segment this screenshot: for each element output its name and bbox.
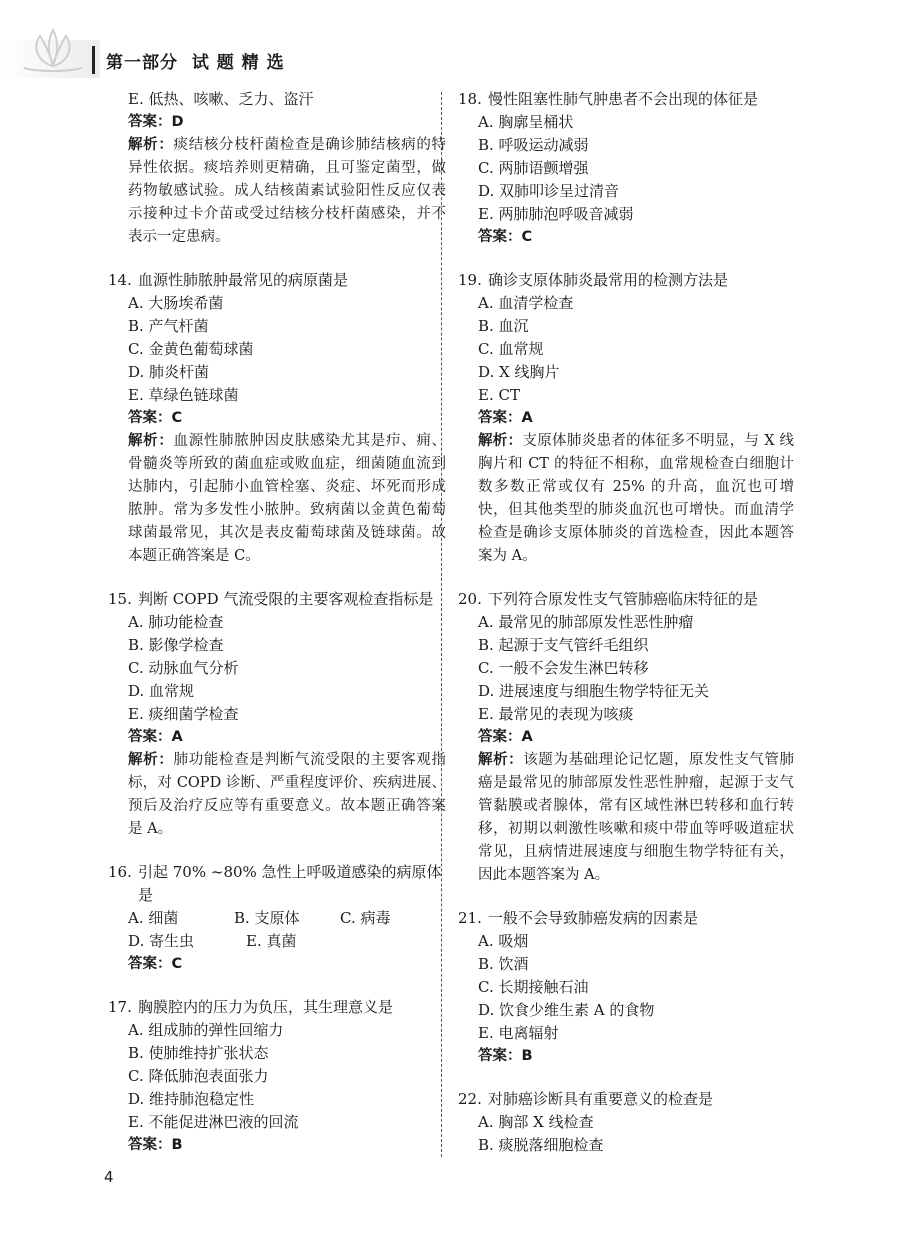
question-stem bbox=[458, 269, 794, 292]
question-21 bbox=[458, 907, 794, 1068]
question-number: 20. bbox=[458, 590, 482, 608]
explanation-label: 解析： bbox=[478, 752, 524, 768]
option-b: B. 血沉 bbox=[478, 317, 529, 335]
explanation bbox=[108, 134, 446, 249]
option-d: D. X 线胸片 bbox=[478, 363, 560, 381]
option-a: A. 细菌 bbox=[128, 909, 179, 927]
option-b: B. 饮酒 bbox=[478, 955, 529, 973]
question-17 bbox=[108, 996, 446, 1157]
explanation-label: 解析： bbox=[478, 433, 523, 449]
option-d: D. 寄生虫 bbox=[128, 932, 195, 950]
option-a: A. 肺功能检查 bbox=[128, 613, 224, 631]
question-number: 14. bbox=[108, 271, 132, 289]
option-a: A. 最常见的肺部原发性恶性肿瘤 bbox=[478, 613, 694, 631]
option-a: A. 大肠埃希菌 bbox=[128, 294, 224, 312]
option-row bbox=[108, 907, 446, 930]
question-text: 慢性阻塞性肺气肿患者不会出现的体征是 bbox=[488, 90, 759, 108]
answer: 答案：B bbox=[128, 1137, 183, 1153]
explanation-text: 肺功能检查是判断气流受限的主要客观指标，对 COPD 诊断、严重程度评价、疾病进展、预后及治疗反应等有重要意义。故本题正确答案是 A。 bbox=[128, 752, 447, 837]
explanation-text: 血源性肺脓肿因皮肤感染尤其是疖、痈、骨髓炎等所致的菌血症或败血症，细菌随血流到达肺内，引起肺小血管栓塞、炎症、坏死而形成脓肿。常为多发性小脓肿。致病菌以金黄色葡萄球菌最常见，其次是表皮葡萄球菌及链球菌。故本题正确答案是 C。 bbox=[128, 433, 447, 564]
option-b: B. 使肺维持扩张状态 bbox=[128, 1044, 269, 1062]
option-b: B. 影像学检查 bbox=[128, 636, 224, 654]
question-19 bbox=[458, 269, 794, 568]
option-e: E. 草绿色链球菌 bbox=[128, 386, 239, 404]
question-text: 对肺癌诊断具有重要意义的检查是 bbox=[488, 1090, 714, 1108]
answer: 答案：C bbox=[128, 956, 183, 972]
explanation bbox=[458, 430, 794, 568]
question-text: 确诊支原体肺炎最常用的检测方法是 bbox=[488, 271, 729, 289]
explanation-label: 解析： bbox=[128, 433, 174, 449]
question-number: 22. bbox=[458, 1090, 482, 1108]
left-column bbox=[108, 88, 446, 1157]
header-rule bbox=[92, 46, 95, 74]
explanation bbox=[108, 749, 446, 841]
option-a: A. 血清学检查 bbox=[478, 294, 574, 312]
option-e: E. 最常见的表现为咳痰 bbox=[478, 705, 634, 723]
option-e: E. 低热、咳嗽、乏力、盗汗 bbox=[128, 90, 314, 108]
question-stem bbox=[458, 588, 794, 611]
question-stem bbox=[108, 588, 446, 611]
question-stem bbox=[108, 269, 446, 292]
question-stem bbox=[108, 861, 446, 907]
answer: 答案：A bbox=[128, 729, 183, 745]
explanation bbox=[108, 430, 446, 568]
question-text: 引起 70% ~80% 急性上呼吸道感染的病原体是 bbox=[138, 863, 442, 904]
option-e: E. 不能促进淋巴液的回流 bbox=[128, 1113, 299, 1131]
option-row bbox=[108, 930, 446, 953]
answer: 答案：B bbox=[478, 1048, 533, 1064]
question-number: 16. bbox=[108, 863, 132, 881]
explanation-label: 解析： bbox=[128, 137, 174, 153]
option-c: C. 降低肺泡表面张力 bbox=[128, 1067, 269, 1085]
option-c: C. 两肺语颤增强 bbox=[478, 159, 589, 177]
explanation bbox=[458, 749, 794, 887]
question-13-continued bbox=[108, 88, 446, 249]
question-stem bbox=[458, 1088, 794, 1111]
option-e: E. 电离辐射 bbox=[478, 1024, 559, 1042]
page-header bbox=[0, 0, 900, 80]
option-c: C. 病毒 bbox=[340, 909, 391, 927]
question-number: 17. bbox=[108, 998, 132, 1016]
question-text: 下列符合原发性支气管肺癌临床特征的是 bbox=[488, 590, 759, 608]
option-d: D. 维持肺泡稳定性 bbox=[128, 1090, 255, 1108]
option-b: B. 支原体 bbox=[234, 909, 300, 927]
question-stem bbox=[458, 907, 794, 930]
question-number: 19. bbox=[458, 271, 482, 289]
option-c: C. 长期接触石油 bbox=[478, 978, 589, 996]
question-number: 21. bbox=[458, 909, 482, 927]
explanation-text: 痰结核分枝杆菌检查是确诊肺结核病的特异性依据。痰培养则更精确，且可鉴定菌型，做药物敏感试验。成人结核菌素试验阳性反应仅表示接种过卡介苗或受过结核分枝杆菌感染，并不表示一定患病。 bbox=[128, 137, 447, 245]
option-b: B. 呼吸运动减弱 bbox=[478, 136, 589, 154]
question-22 bbox=[458, 1088, 794, 1157]
question-number: 18. bbox=[458, 90, 482, 108]
answer: 答案：C bbox=[478, 229, 533, 245]
option-d: D. 肺炎杆菌 bbox=[128, 363, 210, 381]
option-b: B. 起源于支气管纤毛组织 bbox=[478, 636, 649, 654]
option-c: C. 一般不会发生淋巴转移 bbox=[478, 659, 649, 677]
option-b: B. 痰脱落细胞检查 bbox=[478, 1136, 604, 1154]
question-text: 血源性肺脓肿最常见的病原菌是 bbox=[138, 271, 349, 289]
option-a: A. 胸廓呈桶状 bbox=[478, 113, 574, 131]
explanation-text: 支原体肺炎患者的体征多不明显，与 X 线胸片和 CT 的特征不相称，血常规检查白细胞计数多数正常或仅有 25% 的升高，血沉也可增快，但其他类型的肺炎血沉也可增快。而血清学检查是确诊支原体肺炎的首选检查，因此本题答案为 A。 bbox=[478, 433, 794, 564]
answer: 答案：A bbox=[478, 729, 533, 745]
question-stem bbox=[108, 996, 446, 1019]
answer: 答案：C bbox=[128, 410, 183, 426]
section-title: 第一部分 试 题 精 选 bbox=[106, 53, 285, 73]
question-16 bbox=[108, 861, 446, 976]
question-20 bbox=[458, 588, 794, 887]
lotus-logo-icon bbox=[18, 22, 88, 74]
option-a: A. 胸部 X 线检查 bbox=[478, 1113, 594, 1131]
question-text: 一般不会导致肺癌发病的因素是 bbox=[488, 909, 699, 927]
option-e: E. 痰细菌学检查 bbox=[128, 705, 239, 723]
question-stem bbox=[458, 88, 794, 111]
option-a: A. 吸烟 bbox=[478, 932, 529, 950]
option-d: D. 进展速度与细胞生物学特征无关 bbox=[478, 682, 710, 700]
option-c: C. 金黄色葡萄球菌 bbox=[128, 340, 254, 358]
question-15 bbox=[108, 588, 446, 841]
option-c: C. 动脉血气分析 bbox=[128, 659, 239, 677]
question-text: 胸膜腔内的压力为负压，其生理意义是 bbox=[138, 998, 394, 1016]
question-number: 15. bbox=[108, 590, 132, 608]
option-d: D. 饮食少维生素 A 的食物 bbox=[478, 1001, 655, 1019]
option-d: D. 双肺叩诊呈过清音 bbox=[478, 182, 620, 200]
option-e: E. 两肺肺泡呼吸音减弱 bbox=[478, 205, 634, 223]
question-text: 判断 COPD 气流受限的主要客观检查指标是 bbox=[138, 590, 434, 608]
answer: 答案：D bbox=[128, 114, 184, 130]
right-column bbox=[458, 88, 794, 1157]
option-d: D. 血常规 bbox=[128, 682, 195, 700]
option-e: E. CT bbox=[478, 386, 520, 404]
explanation-label: 解析： bbox=[128, 752, 174, 768]
option-e: E. 真菌 bbox=[246, 932, 297, 950]
question-14 bbox=[108, 269, 446, 568]
option-c: C. 血常规 bbox=[478, 340, 544, 358]
option-a: A. 组成肺的弹性回缩力 bbox=[128, 1021, 284, 1039]
question-18 bbox=[458, 88, 794, 249]
answer: 答案：A bbox=[478, 410, 533, 426]
explanation-text: 该题为基础理论记忆题，原发性支气管肺癌是最常见的肺部原发性恶性肿瘤，起源于支气管黏膜或者腺体，常有区域性淋巴转移和血行转移，初期以刺激性咳嗽和痰中带血等呼吸道症状常见，且病情进展速度与细胞生物学特征有关，因此本题答案为 A。 bbox=[478, 752, 795, 883]
page-number: 4 bbox=[104, 1168, 114, 1186]
option-b: B. 产气杆菌 bbox=[128, 317, 209, 335]
